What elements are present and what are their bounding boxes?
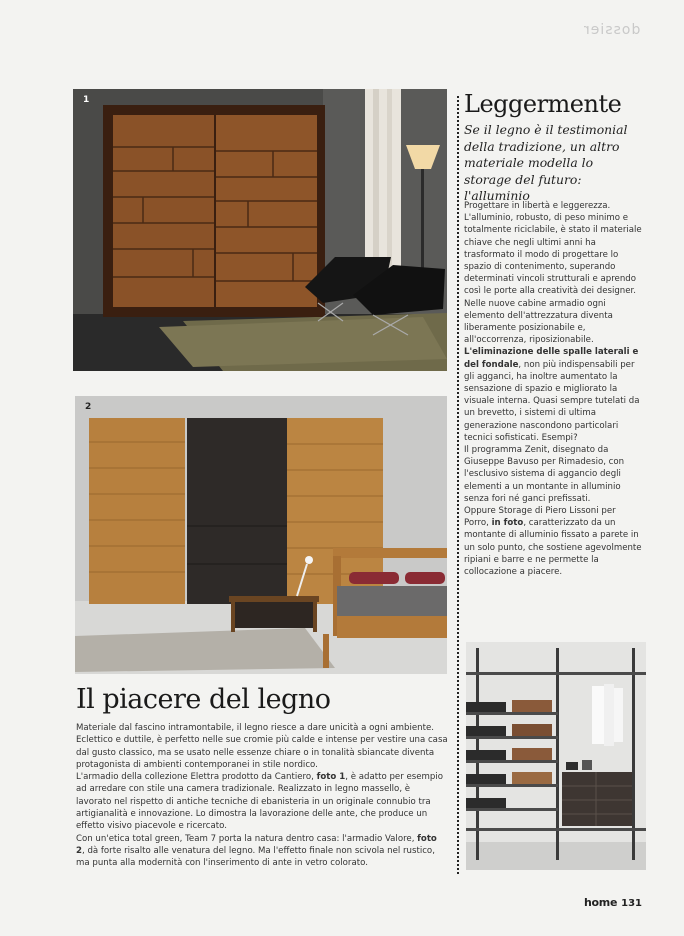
left-p2-text-after: , è adatto per esempio ad arredare con stile una camera tradizionale. Realizzato in legno massello, è lavorato nel rispetto di antiche tecniche di ebanisteria in un originale connubio tra artigianalità e innovazione. Lo dimostra la lavorazione delle ante, che produce un effetto visivo piacevole e ricercato. xyxy=(76,772,443,832)
left-body xyxy=(76,722,448,870)
page-footer xyxy=(584,896,642,909)
right-p1-bold: L'eliminazione delle spalle laterali e del fondale xyxy=(464,347,639,370)
left-p3-text-after: , dà forte risalto alle venatura del legno. Ma l'effetto finale non scivola nel rustico, ma punta alla modernità con l'inserimento di ante in vetro colorato. xyxy=(76,845,435,869)
left-p3-bold: foto 2 xyxy=(76,833,437,856)
left-paragraph-3 xyxy=(76,833,448,870)
photo-1-image xyxy=(73,89,447,371)
right-p3-text-after: , caratterizzato da un montante di alluminio fissato a parete in un solo punto, che sostiene agevolmente ripiani e barre e ne permette la collocazione a piacere. xyxy=(464,518,642,578)
page-number: 131 xyxy=(621,898,642,909)
right-p1-text: Progettare in libertà e leggerezza. L'alluminio, robusto, di peso minimo e totalmente riciclabile, è stato il materiale chiave che negli ultimi anni ha trasformato il modo di progettare lo spazio di contenimento, superando determinati vincoli strutturali e aprendo così le porte alla creatività dei designer. Nelle nuove cabine armadio ogni elemento dell'attrezzatura diventa liberamente posizionabile e, all'occorrenza, riposizionabile. xyxy=(464,201,642,346)
column-divider xyxy=(457,96,459,874)
section-tag: dossier xyxy=(582,22,640,38)
photo-2 xyxy=(75,396,447,674)
right-p3-bold: in foto xyxy=(491,518,524,529)
right-paragraph-1 xyxy=(464,200,642,444)
right-p3-text: Oppure Storage di Piero Lissoni per Porro, xyxy=(464,506,616,529)
left-p2-bold: foto 1 xyxy=(316,772,346,783)
photo-3-image xyxy=(466,642,646,870)
magazine-brand: home xyxy=(584,896,618,909)
right-standfirst: Se il legno è il testimonial della tradizione, un altro materiale modella lo storage del futuro: l'alluminio xyxy=(464,122,628,203)
right-paragraph-3 xyxy=(464,505,642,578)
left-paragraph-2 xyxy=(76,771,448,832)
left-p3-text: Con un'etica total green, Team 7 porta la natura dentro casa: l'armadio Valore, xyxy=(76,833,418,844)
right-headline: Leggermente xyxy=(464,90,622,118)
right-body xyxy=(464,200,642,578)
photo-2-number: 2 xyxy=(85,402,92,412)
photo-1 xyxy=(73,89,447,371)
photo-2-image xyxy=(75,396,447,674)
left-paragraph-1: Materiale dal fascino intramontabile, il legno riesce a dare unicità a ogni ambiente. Eclettico e duttile, è perfetto nelle sue cromie più calde e intense per vestire una casa dal gusto classico, ma se usato nelle essenze chiare o in tonalità sbiancate diventa protagonista di ambienti contemporanei in stile nordico. xyxy=(76,723,448,770)
photo-3 xyxy=(466,642,646,870)
right-p1-text-after: , non più indispensabili per gli agganci, ha inoltre aumentato la sensazione di spazio e migliorato la visuale interna. Quasi sempre tutelati da un brevetto, i sistemi di ultima generazione nascondono particolari tecnici sofisticati. Esempi? xyxy=(464,359,640,443)
left-title: Il piacere del legno xyxy=(76,684,331,715)
photo-1-number: 1 xyxy=(83,95,90,105)
right-paragraph-2: Il programma Zenit, disegnato da Giuseppe Bavuso per Rimadesio, con l'esclusivo sistema di aggancio degli elementi a un montante in alluminio senza fori né ganci prefissati. xyxy=(464,445,625,504)
left-p2-text: L'armadio della collezione Elettra prodotto da Cantiero, xyxy=(76,772,317,783)
